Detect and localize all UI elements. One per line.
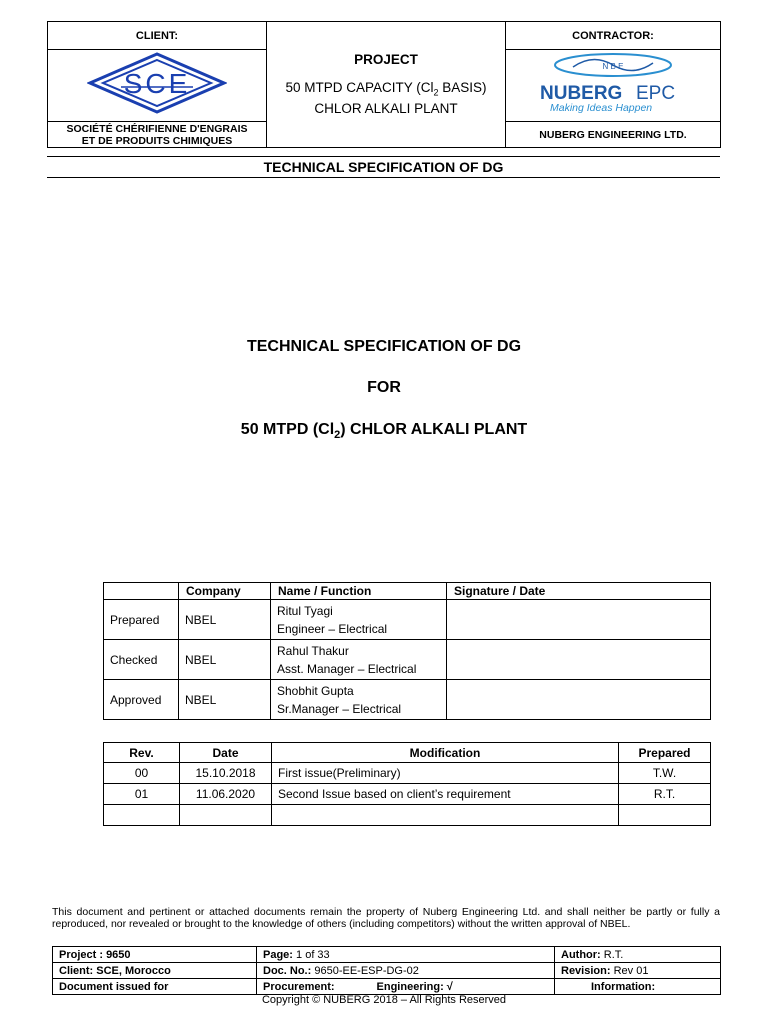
- project-cell: [267, 22, 506, 148]
- contractor-logo-cell: [506, 50, 721, 122]
- nuberg-logo: [528, 51, 698, 115]
- footer-doc-no: Doc. No.: 9650-EE-ESP-DG-02: [257, 963, 555, 979]
- approval-header-signature: Signature / Date: [447, 583, 711, 600]
- approval-signature: [447, 640, 711, 680]
- approval-name-function: Shobhit Gupta Sr.Manager – Electrical: [271, 680, 447, 720]
- client-name: SOCIÉTÉ CHÉRIFIENNE D'ENGRAIS ET DE PRODUITS CHIMIQUES: [48, 122, 267, 148]
- svg-text:EPC: EPC: [636, 83, 676, 104]
- revision-date: 11.06.2020: [180, 784, 272, 805]
- contractor-name: NUBERG ENGINEERING LTD.: [506, 122, 721, 148]
- project-line1: 50 MTPD CAPACITY ($Cl_2$ BASIS): [285, 80, 487, 98]
- project-line2: CHLOR ALKALI PLANT: [314, 100, 458, 116]
- svg-text:NUBERG: NUBERG: [540, 83, 623, 104]
- revision-number: 00: [104, 763, 180, 784]
- approval-header-company: Company: [179, 583, 271, 600]
- svg-text:SCE: SCE: [123, 68, 191, 99]
- revision-header-prepared: Prepared: [619, 743, 711, 763]
- footer-issued-for: Document issued for: [53, 979, 257, 995]
- footer-author: Author: R.T.: [555, 947, 721, 963]
- footer-client: Client: SCE, Morocco: [53, 963, 257, 979]
- client-logo-cell: [48, 50, 267, 122]
- title-block: [47, 21, 721, 148]
- revision-modification: Second Issue based on client’s requirement: [272, 784, 619, 805]
- revision-header-modification: Modification: [272, 743, 619, 763]
- footer-information: Information:: [555, 979, 721, 995]
- revision-prepared: [619, 805, 711, 826]
- approval-table: [103, 582, 711, 720]
- main-plant: 50 MTPD $(Cl_2)$ CHLOR ALKALI PLANT: [240, 421, 528, 442]
- footer-row: [53, 963, 721, 979]
- revision-header-row: [104, 743, 711, 763]
- svg-text:N B E: N B E: [602, 62, 624, 71]
- approval-name-function: Ritul Tyagi Engineer – Electrical: [271, 600, 447, 640]
- project-label: PROJECT: [354, 52, 418, 68]
- approval-company: NBEL: [179, 600, 271, 640]
- sce-logo: [87, 51, 227, 115]
- revision-number: 01: [104, 784, 180, 805]
- revision-prepared: T.W.: [619, 763, 711, 784]
- revision-prepared: R.T.: [619, 784, 711, 805]
- main-for: FOR: [367, 379, 401, 396]
- contractor-label: CONTRACTOR:: [506, 22, 721, 50]
- disclaimer-text: This document and pertinent or attached documents remain the property of Nuberg Engineering Ltd. and shall neither be partly or fully a reproduced, nor revealed or brought to the knowledge of others (including competitors) without the written approval of NBEL.: [52, 906, 720, 930]
- footer-procurement-engineering: Procurement: Engineering: √: [257, 979, 555, 995]
- footer-row: [53, 947, 721, 963]
- revision-header-rev: Rev.: [104, 743, 180, 763]
- approval-role: Approved: [104, 680, 179, 720]
- approval-name-function: Rahul Thakur Asst. Manager – Electrical: [271, 640, 447, 680]
- copyright-text: Copyright © NUBERG 2018 – All Rights Reserved: [261, 994, 507, 1006]
- table-row: [104, 784, 711, 805]
- footer-project: Project : 9650: [53, 947, 257, 963]
- client-label: CLIENT:: [48, 22, 267, 50]
- table-row: [104, 763, 711, 784]
- revision-modification: [272, 805, 619, 826]
- table-row: [104, 600, 711, 640]
- main-title: TECHNICAL SPECIFICATION OF DG: [246, 338, 522, 355]
- revision-header-date: Date: [180, 743, 272, 763]
- table-row: [104, 805, 711, 826]
- table-row: [104, 640, 711, 680]
- revision-date: [180, 805, 272, 826]
- approval-header-row: [104, 583, 711, 600]
- approval-header-blank: [104, 583, 179, 600]
- approval-signature: [447, 600, 711, 640]
- revision-table: [103, 742, 711, 826]
- footer-page: Page: 1 of 33: [257, 947, 555, 963]
- approval-signature: [447, 680, 711, 720]
- footer-revision: Revision: Rev 01: [555, 963, 721, 979]
- approval-role: Checked: [104, 640, 179, 680]
- revision-date: 15.10.2018: [180, 763, 272, 784]
- approval-company: NBEL: [179, 680, 271, 720]
- document-footer-table: [52, 946, 721, 995]
- spec-title-bar: TECHNICAL SPECIFICATION OF DG: [47, 156, 720, 178]
- revision-number: [104, 805, 180, 826]
- svg-text:Making Ideas Happen: Making Ideas Happen: [550, 102, 653, 114]
- approval-company: NBEL: [179, 640, 271, 680]
- approval-role: Prepared: [104, 600, 179, 640]
- approval-header-name: Name / Function: [271, 583, 447, 600]
- footer-row: [53, 979, 721, 995]
- table-row: [104, 680, 711, 720]
- revision-modification: First issue(Preliminary): [272, 763, 619, 784]
